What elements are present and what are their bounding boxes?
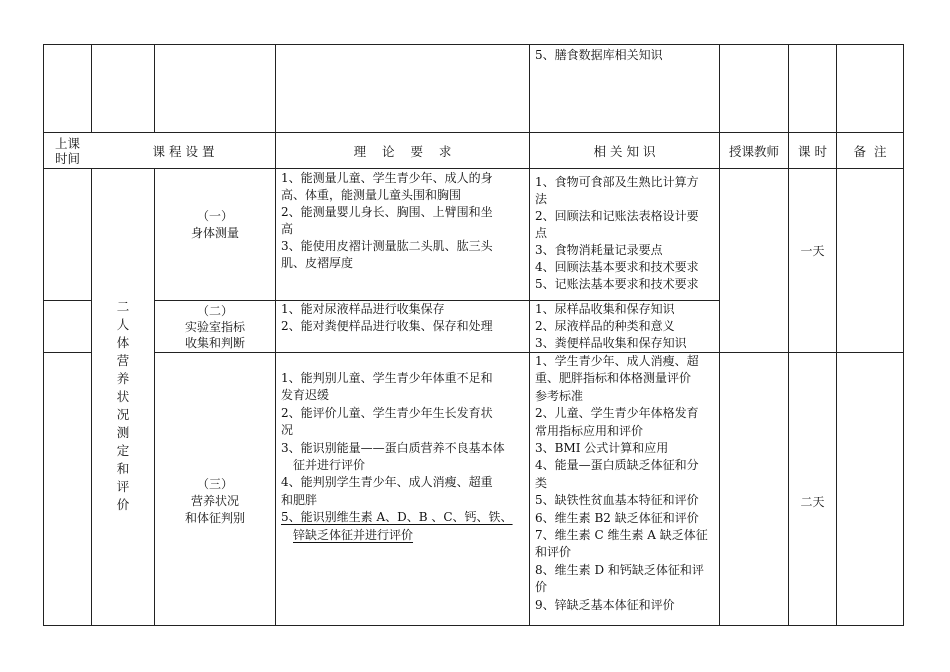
section-1-hours: 一天 xyxy=(800,244,825,258)
module-title: 二 人 体 营 养 状 况 测 定 和 评 价 xyxy=(116,299,130,512)
table-border-top xyxy=(43,44,904,45)
header-course: 课 程 设 置 xyxy=(152,143,215,159)
col-divider-1 xyxy=(91,44,92,132)
section-1-name: （一） 身体测量 xyxy=(190,208,239,240)
section-2-theory: 1、能对尿液样品进行收集保存 2、能对粪便样品进行收集、保存和处理 xyxy=(281,302,493,333)
header-time xyxy=(44,133,91,168)
table-border-bottom xyxy=(43,625,904,626)
header-knowledge: 相 关 知 识 xyxy=(593,143,656,159)
section-2-name: （二） 实验室指标 收集和判断 xyxy=(184,303,245,350)
col-divider-2 xyxy=(154,44,155,132)
section-1-theory: 1、能测量儿童、学生青少年、成人的身 高、体重，能测量儿童头围和胸围 2、能测量婴儿身长、胸围、上臂围和坐 高 3、能使用皮褶计测量肱二头肌、肱三头 肌、皮褶厚度 xyxy=(281,171,493,270)
row-divider-sec2-left xyxy=(43,352,92,353)
top-knowledge-cell xyxy=(530,45,719,132)
row-divider-sec1-left xyxy=(43,300,92,301)
header-teacher: 授课教师 xyxy=(728,143,779,159)
section-3-theory: 1、能判别儿童、学生青少年体重不足和 发育迟缓 2、能评价儿童、学生青少年生长发育状 况 3、能识别能量——蛋白质营养不良基本体 征并进行评价 4、能判别学生青少年、成人消瘦、超重 和肥胖 5、能识别维生素 A、D、B 、C、钙、铁、 锌缺乏体征并进行评价 xyxy=(281,371,513,542)
header-hours: 课 时 xyxy=(798,143,827,159)
header-theory: 理 论 要 求 xyxy=(353,143,452,159)
header-remarks: 备 注 xyxy=(853,143,887,159)
section-3-knowledge: 1、学生青少年、成人消瘦、超 重、肥胖指标和体格测量评价 参考标准 2、儿童、学生青少年体格发育 常用指标应用和评价 3、BMI 公式计算和应用 4、能量—蛋白质缺乏体征和分 类 5、缺铁性贫血基本特征和评价 6、维生素 B2 缺乏体征和评价 7、维生素 C 维生素 A 缺乏体征 和评价 8、维生素 D 和钙缺乏体征和评 价 9、锌缺乏基本体征和评价 xyxy=(535,354,708,612)
section-3-name: （三） 营养状况 和体征判别 xyxy=(184,476,245,525)
section-2-knowledge: 1、尿样品收集和保存知识 2、尿液样品的种类和意义 3、粪便样品收集和保存知识 xyxy=(535,302,687,350)
top-knowledge-item: 5、膳食数据库相关知识 xyxy=(535,48,663,62)
section-3-hours: 二天 xyxy=(800,494,825,509)
section-1-knowledge: 1、食物可食部及生熟比计算方 法 2、回顾法和记账法表格设计要 点 3、食物消耗量记录要点 4、回顾法基本要求和技术要求 5、记账法基本要求和技术要求 xyxy=(535,175,699,291)
header-time-line-2: 时间 xyxy=(54,150,80,166)
header-time-line-1: 上课 xyxy=(54,135,80,151)
course-table xyxy=(43,44,904,626)
